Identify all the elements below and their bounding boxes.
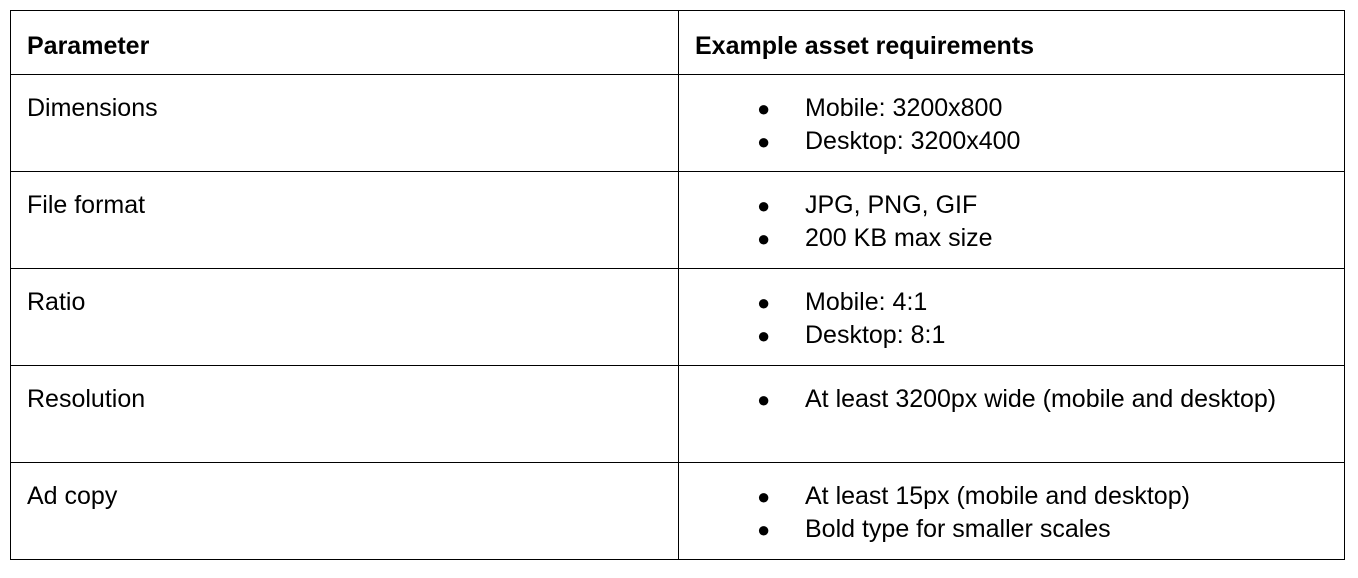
bullet-icon: ● — [757, 290, 771, 315]
asset-requirements-table — [10, 10, 1345, 560]
list-item — [695, 319, 1344, 352]
table-row — [11, 463, 1345, 560]
parameter-cell — [11, 463, 679, 560]
requirements-list — [695, 189, 1344, 255]
requirement-text: Mobile: 3200x800 — [805, 94, 1003, 122]
bullet-icon: ● — [757, 96, 771, 121]
list-item — [695, 92, 1344, 125]
requirement-text: At least 3200px wide (mobile and desktop) — [805, 385, 1277, 413]
bullet-icon: ● — [757, 323, 771, 348]
requirements-list — [695, 286, 1344, 352]
list-item — [695, 383, 1344, 416]
list-item — [695, 125, 1344, 158]
requirements-cell — [679, 463, 1345, 560]
header-parameter — [11, 11, 679, 75]
list-item — [695, 480, 1344, 513]
requirements-list — [695, 383, 1344, 416]
table-row — [11, 75, 1345, 172]
header-requirements-label: Example asset requirements — [695, 32, 1035, 60]
requirement-text: Mobile: 4:1 — [805, 288, 928, 316]
header-parameter-label: Parameter — [27, 32, 150, 60]
requirement-text: Desktop: 3200x400 — [805, 127, 1021, 155]
requirement-text: Bold type for smaller scales — [805, 515, 1111, 543]
requirement-text: JPG, PNG, GIF — [805, 191, 978, 219]
parameter-label: Ad copy — [27, 482, 118, 510]
requirement-text: At least 15px (mobile and desktop) — [805, 482, 1190, 510]
list-item — [695, 222, 1344, 255]
table-row — [11, 366, 1345, 463]
table-row — [11, 269, 1345, 366]
parameter-cell — [11, 269, 679, 366]
list-item — [695, 189, 1344, 222]
bullet-icon: ● — [757, 193, 771, 218]
requirement-text: Desktop: 8:1 — [805, 321, 946, 349]
parameter-label: Ratio — [27, 288, 86, 316]
parameter-label: Dimensions — [27, 94, 158, 122]
bullet-icon: ● — [757, 387, 771, 412]
requirements-cell — [679, 75, 1345, 172]
bullet-icon: ● — [757, 484, 771, 509]
header-requirements — [679, 11, 1345, 75]
requirements-cell — [679, 366, 1345, 463]
requirements-cell — [679, 172, 1345, 269]
table-header-row — [11, 11, 1345, 75]
bullet-icon: ● — [757, 226, 771, 251]
table-row — [11, 172, 1345, 269]
bullet-icon: ● — [757, 129, 771, 154]
requirements-cell — [679, 269, 1345, 366]
requirements-list — [695, 92, 1344, 158]
parameter-cell — [11, 366, 679, 463]
parameter-cell — [11, 75, 679, 172]
list-item — [695, 286, 1344, 319]
parameter-label: File format — [27, 191, 146, 219]
parameter-cell — [11, 172, 679, 269]
parameter-label: Resolution — [27, 385, 146, 413]
requirement-text: 200 KB max size — [805, 224, 993, 252]
requirements-list — [695, 480, 1344, 546]
list-item — [695, 513, 1344, 546]
bullet-icon: ● — [757, 517, 771, 542]
